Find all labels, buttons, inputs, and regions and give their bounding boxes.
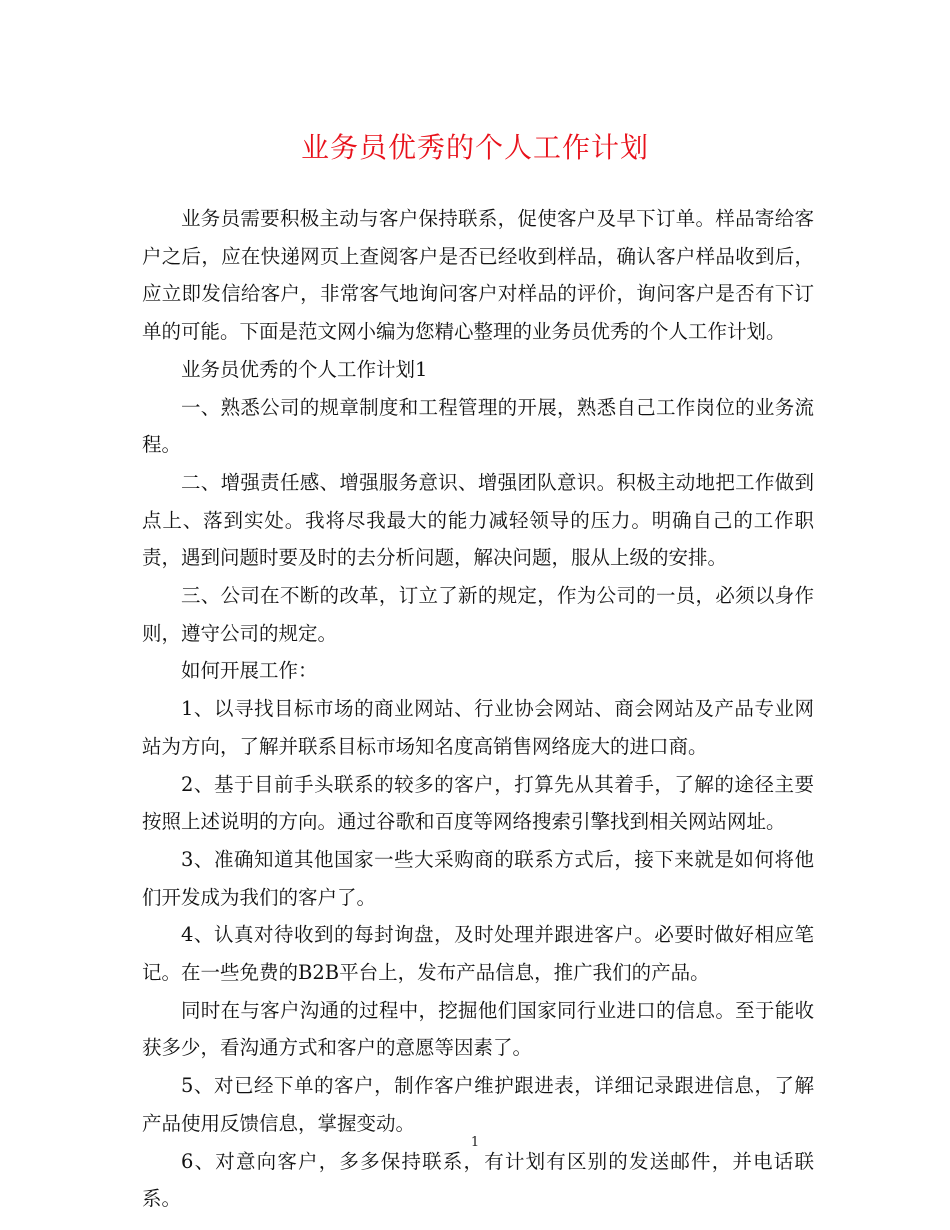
document-body (142, 200, 814, 1218)
paragraph-step-5: 5、对已经下单的客户，制作客户维护跟进表，详细记录跟进信息，了解产品使用反馈信息，掌握变动。 (142, 1074, 814, 1135)
paragraph-step-1: 1、以寻找目标市场的商业网站、行业协会网站、商会网站及产品专业网站为方向，了解并联系目标市场知名度高销售网络庞大的进口商。 (142, 697, 814, 758)
paragraph-step-3: 3、准确知道其他国家一些大采购商的联系方式后，接下来就是如何将他们开发成为我们的客户了。 (142, 847, 814, 909)
paragraph-step-4: 4、认真对待收到的每封询盘，及时处理并跟进客户。必要时做好相应笔记。在一些免费的B2B平台上，发布产品信息，推广我们的产品。 (142, 923, 814, 985)
paragraph-how-to-work: 如何开展工作： (181, 659, 318, 683)
paragraph-step-6: 6、对意向客户，多多保持联系，有计划有区别的发送邮件，并电话联系。 (142, 1149, 814, 1211)
page-number: 1 (470, 1135, 480, 1150)
document-title: 业务员优秀的个人工作计划 (300, 131, 649, 164)
paragraph-item-2: 二、增强责任感、增强服务意识、增强团队意识。积极主动地把工作做到点上、落到实处。我将尽我最大的能力减轻领导的压力。明确自己的工作职责，遇到问题时要及时的去分析问题，解决问题，服从上级的安排。 (142, 470, 814, 570)
paragraph-intro: 业务员需要积极主动与客户保持联系，促使客户及早下订单。样品寄给客户之后，应在快递网页上查阅客户是否已经收到样品，确认客户样品收到后，应立即发信给客户，非常客气地询问客户对样品的评价，询问客户是否有下订单的可能。下面是范文网小编为您精心整理的业务员优秀的个人工作计划。 (142, 207, 814, 344)
paragraph-step-2: 2、基于目前手头联系的较多的客户，打算先从其着手，了解的途径主要按照上述说明的方向。通过谷歌和百度等网络搜索引擎找到相关网站网址。 (142, 772, 814, 834)
paragraph-item-1: 一、熟悉公司的规章制度和工程管理的开展，熟悉自己工作岗位的业务流程。 (142, 395, 814, 457)
paragraph-item-3: 三、公司在不断的改革，订立了新的规定，作为公司的一员，必须以身作则，遵守公司的规定。 (142, 584, 814, 645)
paragraph-communication: 同时在与客户沟通的过程中，挖掘他们国家同行业进口的信息。至于能收获多少，看沟通方式和客户的意愿等因素了。 (142, 998, 814, 1060)
paragraph-section-heading: 业务员优秀的个人工作计划1 (181, 357, 428, 381)
